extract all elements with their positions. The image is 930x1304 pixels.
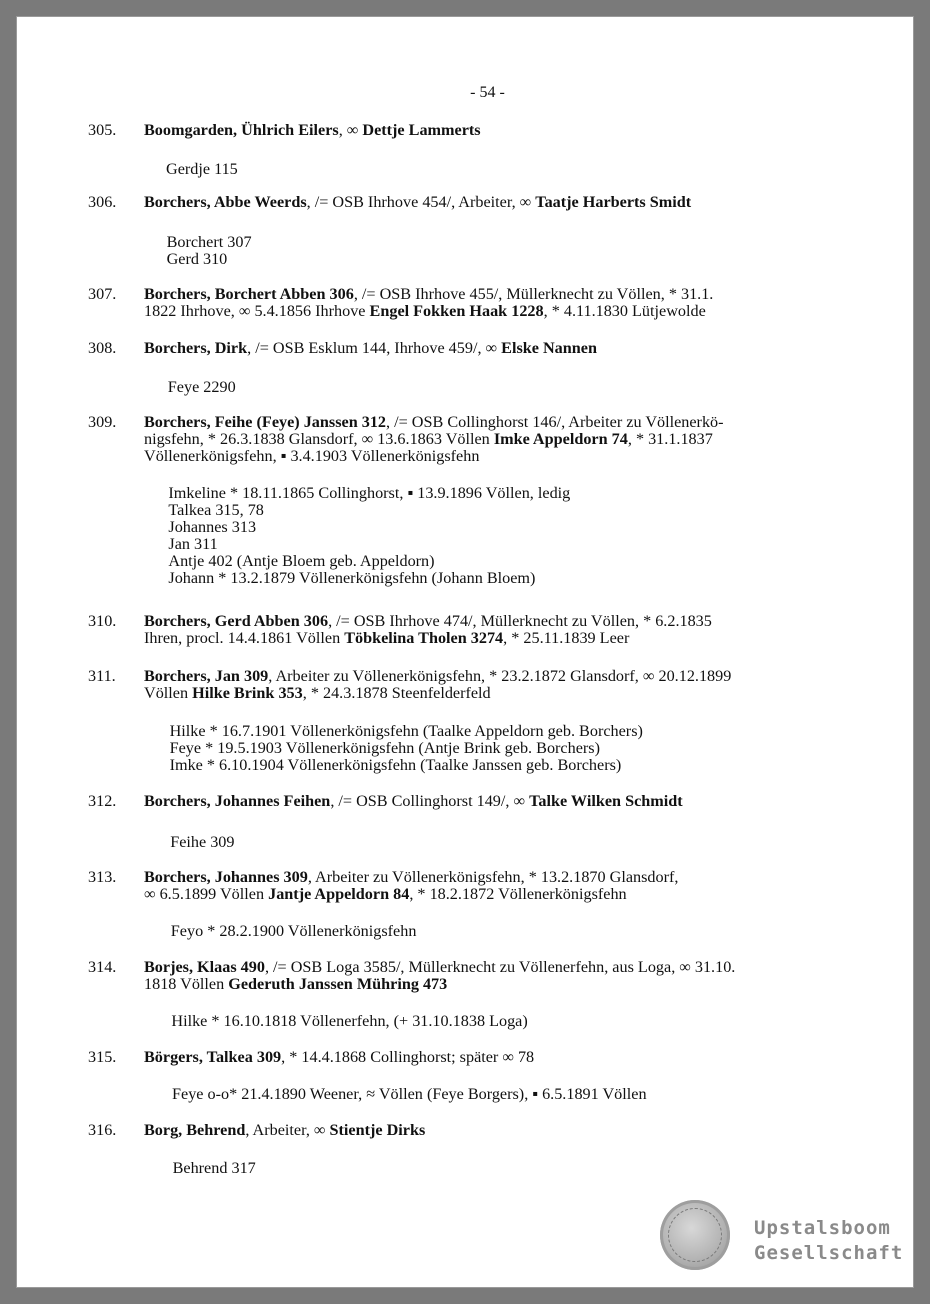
entry-number: 311. — [88, 667, 116, 686]
entry-line — [144, 613, 844, 630]
entry-text — [144, 668, 844, 702]
child-line: Feye * 19.5.1903 Völlenerkönigsfehn (Antje Brink geb. Borchers) — [169, 739, 600, 758]
person-name: Talke Wilken Schmidt — [529, 792, 683, 811]
entry-text — [144, 194, 844, 211]
page-number: - 54 - — [470, 84, 505, 101]
entry-line — [144, 431, 844, 448]
entry-detail: 1818 Völlen — [144, 974, 229, 993]
entry-detail: Ihren, procl. 14.4.1861 Völlen — [144, 628, 345, 647]
person-name: Jantje Appeldorn 84 — [268, 885, 410, 904]
entry-line — [144, 685, 844, 702]
person-name: Engel Fokken Haak 1228 — [369, 302, 544, 321]
entry-text — [144, 869, 844, 903]
child-line: Imkeline * 18.11.1865 Collinghorst, ▪ 13.9.1896 Völlen, ledig — [168, 483, 571, 502]
entry-line — [144, 668, 844, 685]
person-name: Borchers, Gerd Abben 306 — [144, 611, 329, 630]
entry-detail: Völlen — [144, 684, 193, 703]
entry-number: 315. — [88, 1047, 117, 1066]
child-line: Hilke * 16.10.1818 Völlenerfehn, (+ 31.10.1838 Loga) — [171, 1011, 528, 1030]
person-name: Borjes, Klaas 490 — [144, 957, 265, 976]
entry-detail: , * 24.3.1878 Steenfelderfeld — [302, 684, 491, 703]
entry-line — [144, 1049, 844, 1066]
entry-detail: , /= OSB Ihrhove 474/, Müllerknecht zu Völlen, * 6.2.1835 — [328, 611, 712, 630]
person-name: Gederuth Janssen Mühring 473 — [228, 974, 448, 993]
child-line: Johannes 313 — [168, 517, 257, 536]
document-page — [16, 16, 914, 1288]
entry-detail: , /= OSB Loga 3585/, Müllerknecht zu Völlenerfehn, aus Loga, ∞ 31.10. — [264, 957, 736, 976]
entry-text — [144, 793, 844, 810]
entry-detail: , * 18.2.1872 Völlenerkönigsfehn — [409, 885, 627, 904]
person-name: Borchers, Johannes 309 — [144, 868, 308, 887]
entry-detail: , /= OSB Esklum 144, Ihrhove 459/, ∞ — [247, 338, 502, 357]
entry-text — [144, 286, 844, 320]
entry-text — [144, 122, 844, 139]
entry-line — [144, 286, 844, 303]
entry-detail: , /= OSB Ihrhove 455/, Müllerknecht zu Völlen, * 31.1. — [353, 285, 714, 304]
entry-detail: nigsfehn, * 26.3.1838 Glansdorf, ∞ 13.6.1863 Völlen — [144, 429, 494, 448]
entry-line — [144, 448, 844, 465]
entry-detail: , * 25.11.1839 Leer — [503, 628, 630, 647]
entry-detail: , /= OSB Collinghorst 146/, Arbeiter zu Völlenerkö- — [386, 412, 724, 431]
entry-line — [144, 414, 844, 431]
entry-line — [144, 793, 844, 810]
person-name: Borchers, Feihe (Feye) Janssen 312 — [144, 412, 387, 431]
entry-number: 307. — [88, 285, 117, 304]
entry-line — [144, 340, 844, 357]
entry-line — [144, 194, 844, 211]
brand-line-2: Gesellschaft — [754, 1242, 904, 1264]
person-name: Borg, Behrend — [144, 1121, 246, 1139]
entry-text — [144, 613, 844, 647]
entry-detail: Völlenerkönigsfehn, ▪ 3.4.1903 Völlenerkönigsfehn — [144, 446, 480, 465]
entry-number: 316. — [88, 1121, 117, 1139]
person-name: Töbkelina Tholen 3274 — [344, 628, 504, 647]
person-name: Imke Appeldorn 74 — [493, 429, 628, 448]
entry-detail: , /= OSB Ihrhove 454/, Arbeiter, ∞ — [306, 193, 536, 212]
person-name: Stientje Dirks — [329, 1121, 426, 1139]
entry-line — [144, 976, 844, 993]
entry-detail: , /= OSB Collinghorst 149/, ∞ — [330, 792, 530, 811]
person-name: Börgers, Talkea 309 — [144, 1047, 282, 1066]
child-line: Imke * 6.10.1904 Völlenerkönigsfehn (Taalke Janssen geb. Borchers) — [169, 756, 622, 775]
child-line: Gerdje 115 — [166, 160, 238, 178]
entry-number: 313. — [88, 868, 117, 887]
child-line: Gerd 310 — [166, 250, 228, 269]
entry-line — [144, 886, 844, 903]
entry-detail: , * 4.11.1830 Lütjewolde — [543, 302, 706, 321]
entry-detail: , Arbeiter, ∞ — [245, 1121, 330, 1139]
child-line: Feye o-o* 21.4.1890 Weener, ≈ Völlen (Feye Borgers), ▪ 6.5.1891 Völlen — [172, 1084, 647, 1103]
entry-line — [144, 1122, 844, 1139]
brand-line-1: Upstalsboom — [754, 1217, 891, 1239]
child-line: Borchert 307 — [166, 233, 252, 252]
child-line: Talkea 315, 78 — [168, 500, 264, 519]
entry-number: 306. — [88, 193, 117, 212]
entry-text — [144, 414, 844, 465]
person-name: Borchers, Borchert Abben 306 — [144, 285, 354, 304]
entry-line — [144, 959, 844, 976]
entry-detail: , * 14.4.1868 Collinghorst; später ∞ 78 — [281, 1047, 535, 1066]
child-line: Antje 402 (Antje Bloem geb. Appeldorn) — [168, 551, 435, 570]
entry-detail: , * 31.1.1837 — [627, 429, 713, 448]
entry-detail: 1822 Ihrhove, ∞ 5.4.1856 Ihrhove — [144, 302, 370, 321]
entry-detail: ∞ 6.5.1899 Völlen — [144, 885, 269, 904]
person-name: Borchers, Abbe Weerds — [144, 193, 307, 212]
child-line: Feihe 309 — [170, 833, 235, 852]
entry-text — [144, 959, 844, 993]
person-name: Elske Nannen — [501, 338, 597, 357]
entry-line — [144, 122, 844, 139]
person-name: Borchers, Dirk — [144, 338, 248, 357]
entry-number: 314. — [88, 957, 117, 976]
entry-detail: , Arbeiter zu Völlenerkönigsfehn, * 13.2.1870 Glansdorf, — [307, 868, 679, 887]
entry-line — [144, 869, 844, 886]
person-name: Borchers, Johannes Feihen — [144, 792, 331, 811]
entry-line — [144, 630, 844, 647]
person-name: Borchers, Jan 309 — [144, 667, 269, 686]
entry-detail: , Arbeiter zu Völlenerkönigsfehn, * 23.2.1872 Glansdorf, ∞ 20.12.1899 — [268, 667, 732, 686]
child-line: Jan 311 — [168, 534, 218, 553]
person-name: Boomgarden, Ühlrich Eilers — [144, 121, 339, 139]
entry-number: 312. — [88, 792, 117, 811]
person-name: Dettje Lammerts — [362, 121, 481, 139]
child-line: Feye 2290 — [167, 377, 236, 396]
entry-number: 309. — [88, 412, 117, 431]
entry-line — [144, 303, 844, 320]
entry-number: 308. — [88, 338, 117, 357]
entry-text — [144, 1122, 844, 1139]
person-name: Hilke Brink 353 — [192, 684, 303, 703]
child-line: Feyo * 28.2.1900 Völlenerkönigsfehn — [170, 922, 417, 941]
entry-detail: , ∞ — [338, 121, 363, 139]
entry-text — [144, 1049, 844, 1066]
person-name: Taatje Harberts Smidt — [535, 193, 692, 212]
entry-number: 305. — [88, 121, 117, 139]
child-line: Johann * 13.2.1879 Völlenerkönigsfehn (Johann Bloem) — [168, 568, 536, 587]
child-line: Hilke * 16.7.1901 Völlenerkönigsfehn (Taalke Appeldorn geb. Borchers) — [169, 722, 643, 741]
entry-number: 310. — [88, 611, 117, 630]
entry-text — [144, 340, 844, 357]
brand-watermark — [754, 1216, 903, 1266]
child-line: Behrend 317 — [172, 1159, 256, 1177]
society-seal-logo — [660, 1200, 730, 1270]
